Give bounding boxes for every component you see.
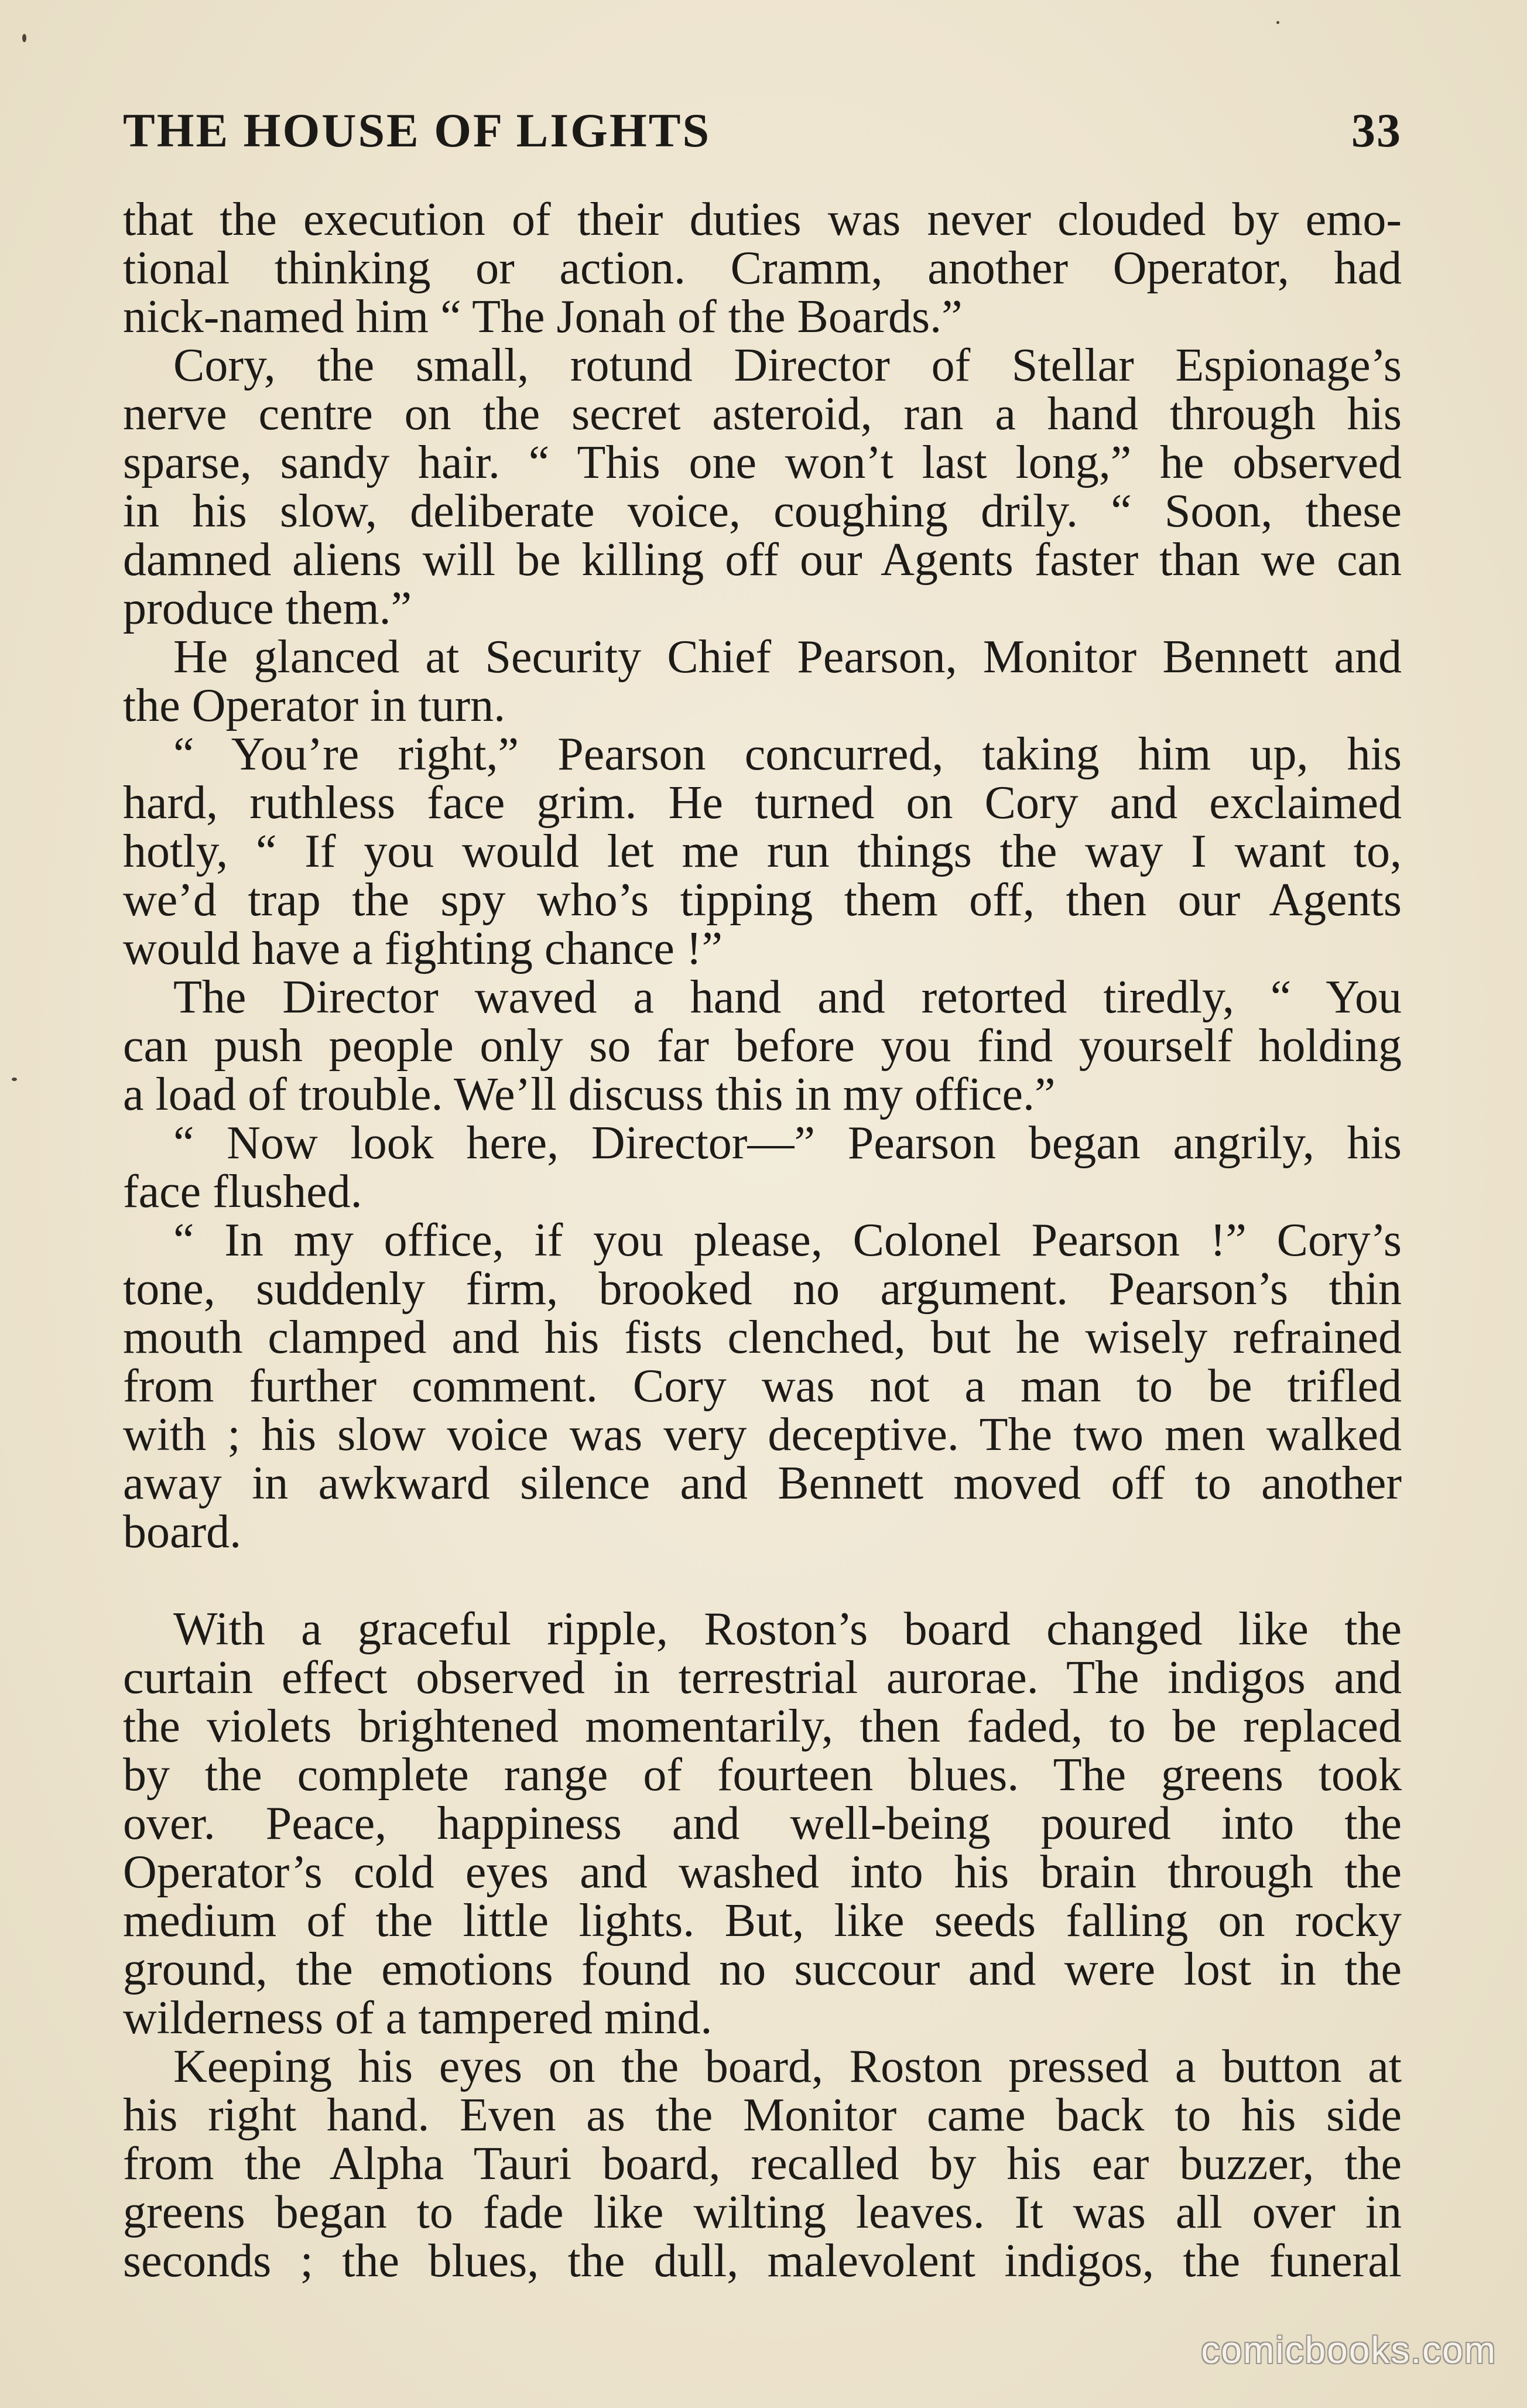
text-line: The Director waved a hand and retorted tiredly, “ You [173,972,1402,1023]
running-header [123,103,1402,167]
text-line: away in awkward silence and Bennett moved off to another [123,1458,1402,1509]
text-line: “ You’re right,” Pearson concurred, taking him up, his [173,728,1402,780]
text-line: produce them.” [123,583,412,634]
text-line: his right hand. Even as the Monitor came back to his side [123,2089,1402,2141]
text-line: hard, ruthless face grim. He turned on Cory and exclaimed [123,777,1402,829]
text-line: tional thinking or action. Cramm, another Operator, had [123,242,1402,294]
text-line: the violets brightened momentarily, then faded, to be replaced [123,1701,1402,1752]
text-line: “ In my office, if you please, Colonel Pearson !” Cory’s [173,1215,1402,1266]
page-number: 33 [1351,104,1402,157]
text-line: over. Peace, happiness and well-being poured into the [123,1798,1402,1849]
watermark: comicbooks.com [1201,2329,1497,2371]
text-line: ground, the emotions found no succour and were lost in the [123,1944,1402,1995]
text-line: He glanced at Security Chief Pearson, Monitor Bennett and [173,631,1402,683]
paper-speck [22,34,26,42]
paper-speck [12,1078,17,1081]
section-break [123,1557,1402,1605]
text-line: board. [123,1506,242,1558]
text-line: that the execution of their duties was never clouded by emo- [123,194,1402,245]
text-line: “ Now look here, Director—” Pearson began angrily, his [173,1117,1402,1169]
text-line: in his slow, deliberate voice, coughing drily. “ Soon, these [123,485,1402,537]
text-line: nick-named him “ The Jonah of the Boards.” [123,291,963,343]
text-line: hotly, “ If you would let me run things the way I want to, [123,826,1402,877]
text-line: medium of the little lights. But, like seeds falling on rocky [123,1895,1402,1947]
text-line: Cory, the small, rotund Director of Stellar Espionage’s [173,340,1402,391]
running-title: THE HOUSE OF LIGHTS [123,104,711,157]
text-line: curtain effect observed in terrestrial aurorae. The indigos and [123,1652,1402,1704]
text-line: With a graceful ripple, Roston’s board changed like the [173,1603,1402,1655]
text-line: wilderness of a tampered mind. [123,1992,713,2044]
text-line: greens began to fade like wilting leaves. It was all over in [123,2187,1402,2238]
paper-speck [1276,21,1279,24]
text-line: by the complete range of fourteen blues. The greens took [123,1749,1402,1801]
text-line: Keeping his eyes on the board, Roston pressed a button at [173,2041,1402,2092]
text-line: mouth clamped and his fists clenched, but he wisely refrained [123,1312,1402,1363]
text-line: Operator’s cold eyes and washed into his brain through the [123,1846,1402,1898]
text-line: with ; his slow voice was very deceptive. The two men walked [123,1409,1402,1460]
text-line: damned aliens will be killing off our Agents faster than we can [123,534,1402,586]
text-line: tone, suddenly firm, brooked no argument. Pearson’s thin [123,1263,1402,1315]
text-line: nerve centre on the secret asteroid, ran a hand through his [123,388,1402,440]
text-line: from further comment. Cory was not a man to be trifled [123,1360,1402,1412]
text-line: we’d trap the spy who’s tipping them off, then our Agents [123,874,1402,926]
text-line: sparse, sandy hair. “ This one won’t last long,” he observed [123,437,1402,488]
text-line: seconds ; the blues, the dull, malevolent indigos, the funeral [123,2235,1402,2287]
text-line: face flushed. [123,1166,362,1217]
text-line: would have a fighting chance !” [123,923,723,974]
text-line: can push people only so far before you find yourself holding [123,1020,1402,1072]
text-line: the Operator in turn. [123,680,506,731]
text-line: a load of trouble. We’ll discuss this in my office.” [123,1069,1056,1120]
text-line: from the Alpha Tauri board, recalled by his ear buzzer, the [123,2138,1402,2190]
body-text [123,196,1402,2286]
